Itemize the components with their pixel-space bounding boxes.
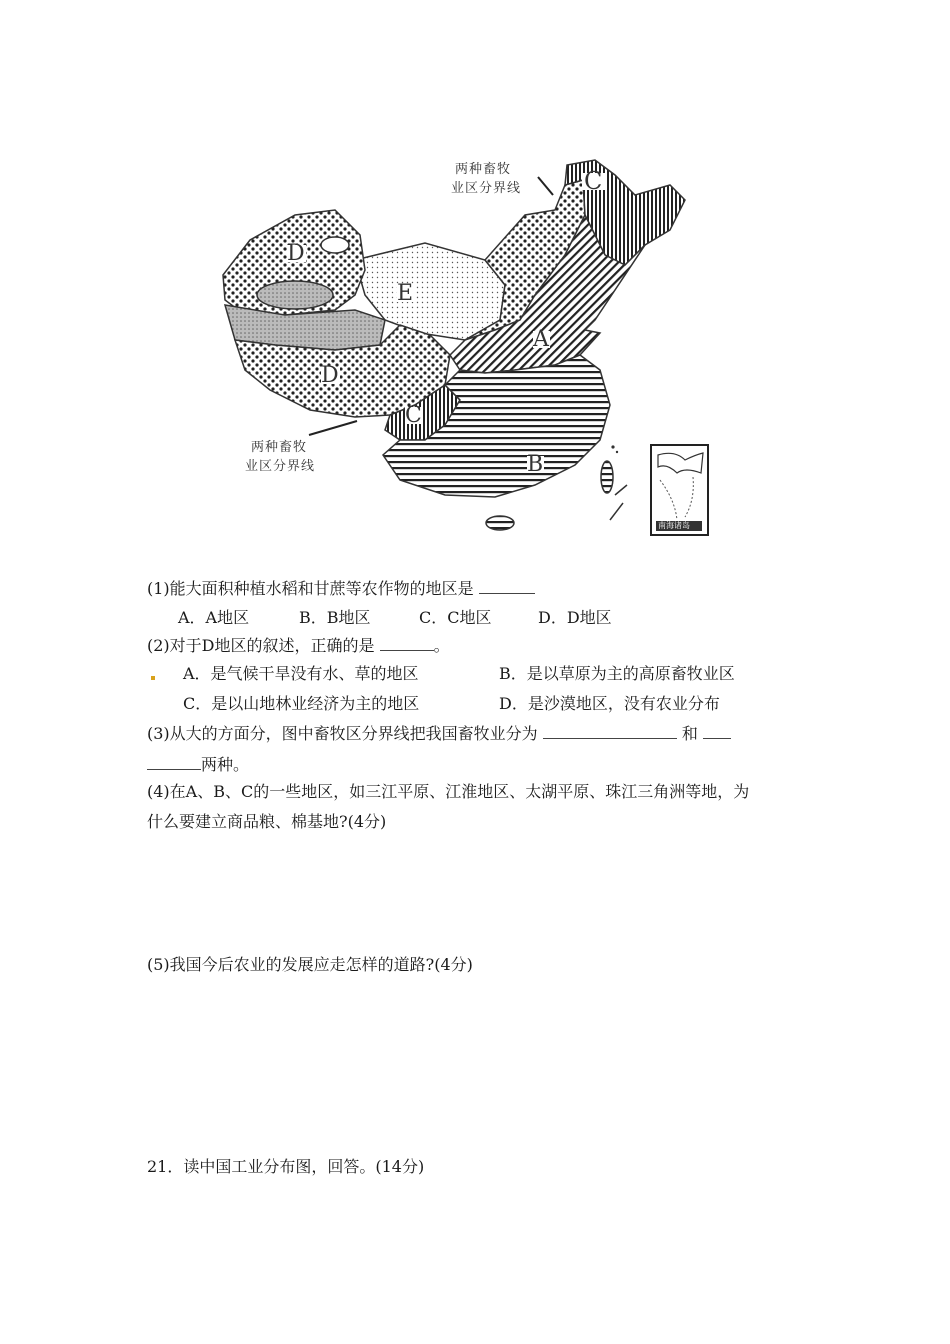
q1-option-a: A．A地区: [178, 608, 250, 627]
boundary-label-top-line1: 两种畜牧: [455, 162, 512, 177]
question-3-text: (3)从大的方面分，图中畜牧区分界线把我国畜牧业分为: [147, 724, 543, 743]
label-d-southwest: D: [321, 363, 340, 388]
boundary-arrow-bottom: [309, 421, 357, 435]
bullet-mark: [151, 676, 155, 680]
basin-shape: [257, 281, 333, 309]
q2-option-a: A．是气候干旱没有水、草的地区: [183, 664, 419, 683]
question-3-blank-2b: [147, 755, 201, 770]
label-c-north: C: [584, 167, 604, 195]
question-5: (5)我国今后农业的发展应走怎样的道路?(4分): [147, 955, 473, 974]
label-b: B: [527, 452, 545, 477]
label-e: E: [397, 281, 415, 306]
question-3-blank-2a: [703, 724, 731, 739]
question-1-blank: [479, 579, 535, 594]
q1-option-b: B．B地区: [299, 608, 371, 627]
hainan-shape: [486, 516, 514, 530]
question-1-text: (1)能大面积种植水稻和甘蔗等农作物的地区是: [147, 579, 479, 598]
taiwan-shape: [601, 461, 613, 493]
question-3-end: 两种。: [201, 755, 250, 774]
question-4-line2: 什么要建立商品粮、棉基地?(4分): [147, 812, 387, 831]
china-agriculture-map: [215, 155, 715, 550]
q1-option-d: D．D地区: [538, 608, 612, 627]
boundary-arrow-top: [538, 177, 553, 195]
question-4-line1: (4)在A、B、C的一些地区，如三江平原、江淮地区、太湖平原、珠江三角洲等地，为: [147, 782, 750, 801]
label-a: A: [533, 327, 550, 352]
boundary-label-bottom-line1: 两种畜牧: [251, 440, 308, 455]
question-1: [147, 579, 535, 599]
label-c-southwest: C: [405, 403, 423, 428]
question-2-blank: [380, 636, 434, 651]
question-3-blank-1: [543, 724, 677, 739]
question-2: [147, 636, 450, 656]
q2-option-c: C．是以山地林业经济为主的地区: [183, 694, 420, 713]
question-2-end: 。: [433, 636, 450, 655]
question-21: 21．读中国工业分布图，回答。(14分): [147, 1157, 425, 1176]
inset-caption: 南海诸岛: [658, 521, 690, 530]
question-3-line1: [147, 724, 731, 744]
q2-option-b: B．是以草原为主的高原畜牧业区: [499, 664, 735, 683]
map-graphic: [215, 155, 715, 550]
q2-option-d: D．是沙漠地区，没有农业分布: [499, 694, 720, 713]
basin-small-shape: [321, 237, 349, 253]
question-3-line2: [147, 755, 249, 775]
question-2-text: (2)对于D地区的叙述，正确的是: [147, 636, 380, 655]
q1-option-c: C．C地区: [419, 608, 492, 627]
question-3-middle: 和: [676, 724, 703, 743]
boundary-label-top-line2: 业区分界线: [451, 181, 522, 196]
boundary-label-bottom-line2: 业区分界线: [245, 459, 316, 474]
label-d-northwest: D: [287, 241, 306, 266]
